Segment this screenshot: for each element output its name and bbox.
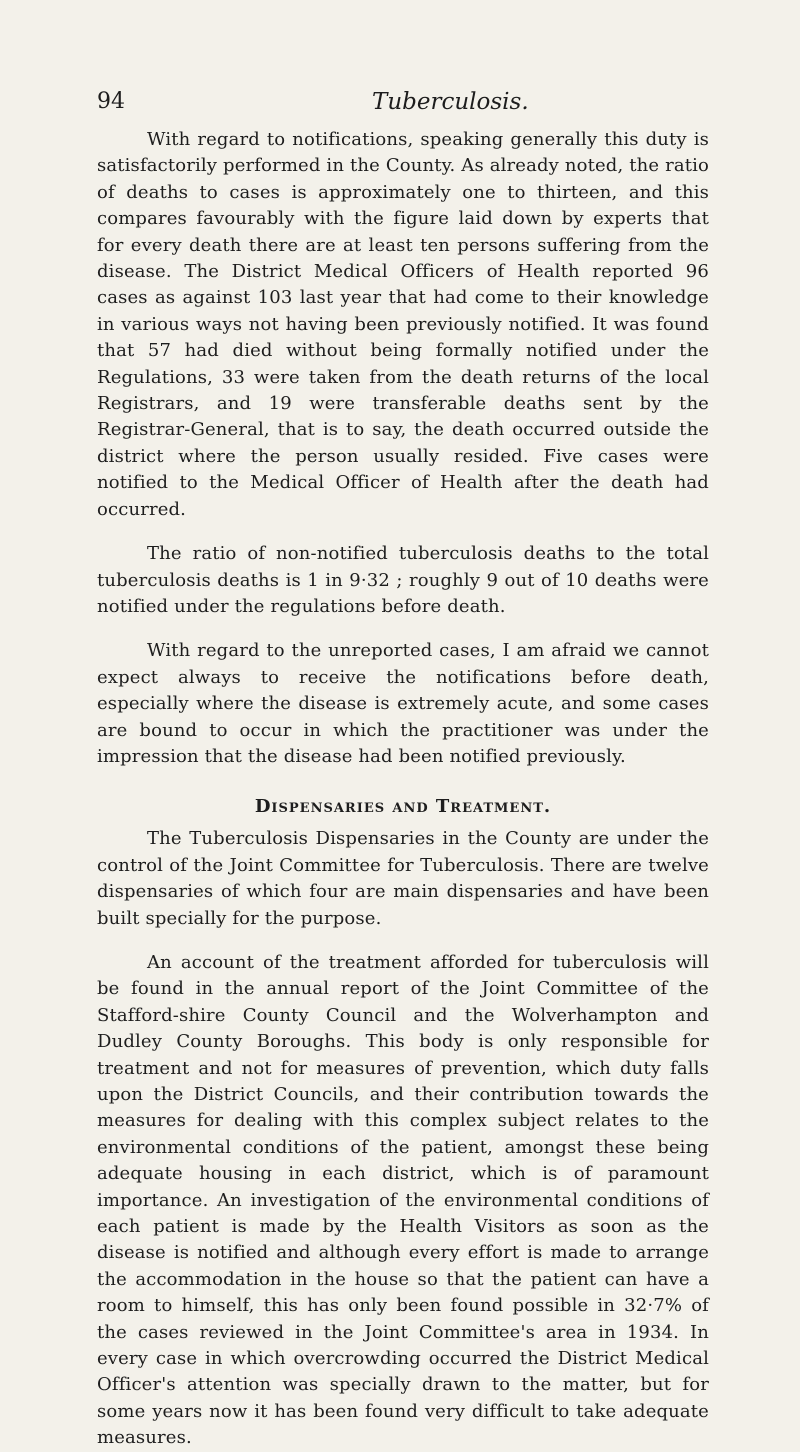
- section-heading-dispensaries: Dispensaries and Treatment.: [254, 796, 552, 818]
- body-text: [97, 127, 709, 1452]
- page-number: 94: [97, 89, 125, 114]
- paragraph-death-ratio: The ratio of non-notified tuberculosis deaths to the total tuberculosis deaths is 1 in 9·32 ; roughly 9 out of 10 deaths were notified under the regulations before death.: [97, 543, 709, 617]
- running-title: Tuberculosis.: [372, 89, 529, 115]
- paragraph-unreported-cases: With regard to the unreported cases, I am afraid we cannot expect always to receive the notifications before death, especially where the disease is extremely acute, and some cases are bound to occur in which the practitioner was under the impression that the disease had been notified previously.: [97, 640, 709, 767]
- paragraph-dispensaries: The Tuberculosis Dispensaries in the County are under the control of the Joint Committee for Tuberculosis. There are twelve dispensaries of which four are main dispensaries and have been built specially for the purpose.: [97, 828, 709, 929]
- paragraph-treatment: An account of the treatment afforded for tuberculosis will be found in the annual report of the Joint Committee of the Stafford-shire County Council and the Wolverhampton and Dudley County Boroughs. This body is only responsible for treatment and not for measures of prevention, which duty falls upon the District Councils, and their contribution towards the measures for dealing with this complex subject relates to the environmental conditions of the patient, amongst these being adequate housing in each district, which is of paramount importance. An investigation of the environmental conditions of each patient is made by the Health Visitors as soon as the disease is notified and although every effort is made to arrange the accommodation in the house so that the patient can have a room to himself, this has only been found possible in 32·7% of the cases reviewed in the Joint Committee's area in 1934. In every case in which overcrowding occurred the District Medical Officer's attention was specially drawn to the matter, but for some years now it has been found very difficult to take adequate measures.: [97, 951, 709, 1449]
- paragraph-notifications: With regard to notifications, speaking generally this duty is satisfactorily performed in the County. As already noted, the ratio of deaths to cases is approximately one to thirteen, and this compares favourably with the figure laid down by experts that for every death there are at least ten persons suffering from the disease. The District Medical Officers of Health reported 96 cases as against 103 last year that had come to their knowledge in various ways not having been previously notified. It was found that 57 had died without being formally notified under the Regulations, 33 were taken from the death returns of the local Registrars, and 19 were transferable deaths sent by the Registrar-General, that is to say, the death occurred outside the district where the person usually resided. Five cases were notified to the Medical Officer of Health after the death had occurred.: [97, 129, 709, 520]
